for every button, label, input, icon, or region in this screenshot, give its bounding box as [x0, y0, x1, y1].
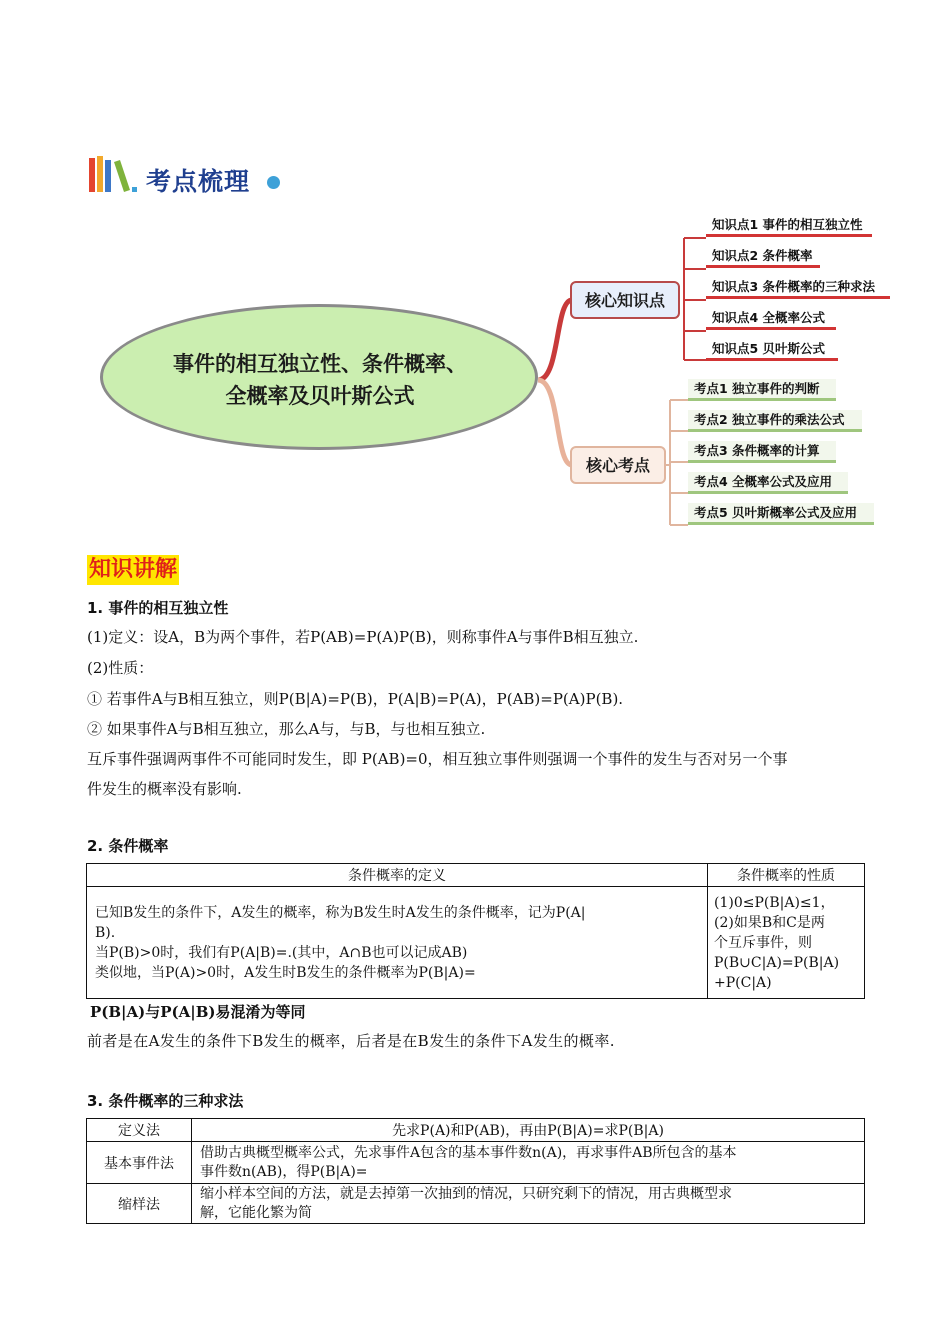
- knowledge-point-4: 知识点4 全概率公式: [706, 308, 836, 330]
- properties-cell: [708, 887, 865, 999]
- table-row: [87, 1142, 865, 1184]
- prop-line-2: (2)如果B和C是两: [714, 914, 825, 931]
- def-line-3: 当P(B)>0时，我们有P(A|B)=.(其中，A∩B也可以记成AB): [95, 944, 468, 961]
- s2-heading: 2. 条件概率: [87, 837, 169, 855]
- exam-point-4: 考点4 全概率公式及应用: [688, 472, 848, 494]
- exam-point-1: 考点1 独立事件的判断: [688, 379, 836, 401]
- desc-line-1: 缩小样本空间的方法，就是去掉第一次抽到的情况，只研究剩下的情况，用古典概型求: [200, 1185, 732, 1202]
- knowledge-point-2: 知识点2 条件概率: [706, 246, 820, 268]
- knowledge-point-5: 知识点5 贝叶斯公式: [706, 339, 838, 361]
- knowledge-point-1: 知识点1 事件的相互独立性: [706, 215, 872, 237]
- s2-explain: 前者是在A发生的条件下B发生的概率，后者是在B发生的条件下A发生的概率.: [87, 1032, 615, 1050]
- method-cell: 缩样法: [87, 1184, 192, 1224]
- mindmap-center-text: [120, 348, 520, 412]
- desc-cell: [192, 1184, 865, 1224]
- desc-cell: [192, 1142, 865, 1184]
- hub-exam: 核心考点: [570, 446, 666, 484]
- exam-point-3: 考点3 条件概率的计算: [688, 441, 836, 463]
- section-title: 知识讲解: [87, 555, 179, 585]
- s1-definition: (1)定义：设A，B为两个事件，若P(AB)=P(A)P(B)，则称事件A与事件B相互独立.: [87, 628, 639, 646]
- s1-heading: 1. 事件的相互独立性: [87, 599, 229, 617]
- desc-cell: 先求P(A)和P(AB)，再由P(B|A)=求P(B|A): [192, 1119, 865, 1142]
- s2-confuse-note: P(B|A)与P(A|B)易混淆为等同: [90, 1003, 306, 1021]
- def-line-1: 已知B发生的条件下，A发生的概率，称为B发生时A发生的条件概率，记为P(A|: [95, 904, 586, 921]
- desc-line-1: 借助古典概型概率公式，先求事件A包含的基本事件数n(A)，再求事件AB所包含的基本: [200, 1144, 737, 1161]
- three-methods-table: [86, 1118, 865, 1224]
- prop-line-1: (1)0≤P(B|A)≤1，: [714, 894, 835, 911]
- s1-property-2: ② 如果事件A与B相互独立，那么A与，与B，与也相互独立.: [87, 720, 486, 738]
- definition-cell: [87, 887, 708, 999]
- exam-point-5: 考点5 贝叶斯概率公式及应用: [688, 503, 874, 525]
- s3-heading: 3. 条件概率的三种求法: [87, 1092, 244, 1110]
- conditional-probability-table: [86, 863, 865, 999]
- prop-line-3: 个互斥事件，则: [714, 934, 812, 951]
- desc-line-2: 解，它能化繁为简: [200, 1204, 312, 1221]
- def-line-2: B).: [95, 924, 116, 941]
- method-cell: 定义法: [87, 1119, 192, 1142]
- col-properties: 条件概率的性质: [708, 864, 865, 887]
- desc-line-2: 事件数n(AB)，得P(B|A)=: [200, 1163, 368, 1180]
- prop-line-5: +P(C|A): [714, 974, 772, 991]
- header-title: 考点梳理: [146, 167, 251, 196]
- s1-note-line-2: 件发生的概率没有影响.: [87, 780, 242, 798]
- hub-knowledge: 核心知识点: [570, 281, 680, 319]
- s1-property-label: (2)性质：: [87, 659, 154, 677]
- col-definition: 条件概率的定义: [87, 864, 708, 887]
- table-row: [87, 1119, 865, 1142]
- s1-note-line-1: 互斥事件强调两事件不可能同时发生，即 P(AB)=0，相互独立事件则强调一个事件的发生与否对另一个事: [87, 750, 788, 768]
- def-line-4: 类似地，当P(A)>0时，A发生时B发生的条件概率为P(B|A)=: [95, 964, 476, 981]
- table-row: [87, 1184, 865, 1224]
- exam-point-2: 考点2 独立事件的乘法公式: [688, 410, 862, 432]
- knowledge-point-3: 知识点3 条件概率的三种求法: [706, 277, 890, 299]
- s1-property-1: ① 若事件A与B相互独立，则P(B|A)=P(B)，P(A|B)=P(A)，P(AB)=P(A)P(B).: [87, 690, 624, 708]
- center-line-2: 全概率及贝叶斯公式: [225, 384, 415, 408]
- center-line-1: 事件的相互独立性、条件概率、: [173, 352, 467, 376]
- method-cell: 基本事件法: [87, 1142, 192, 1184]
- prop-line-4: P(B∪C|A)=P(B|A): [714, 954, 840, 971]
